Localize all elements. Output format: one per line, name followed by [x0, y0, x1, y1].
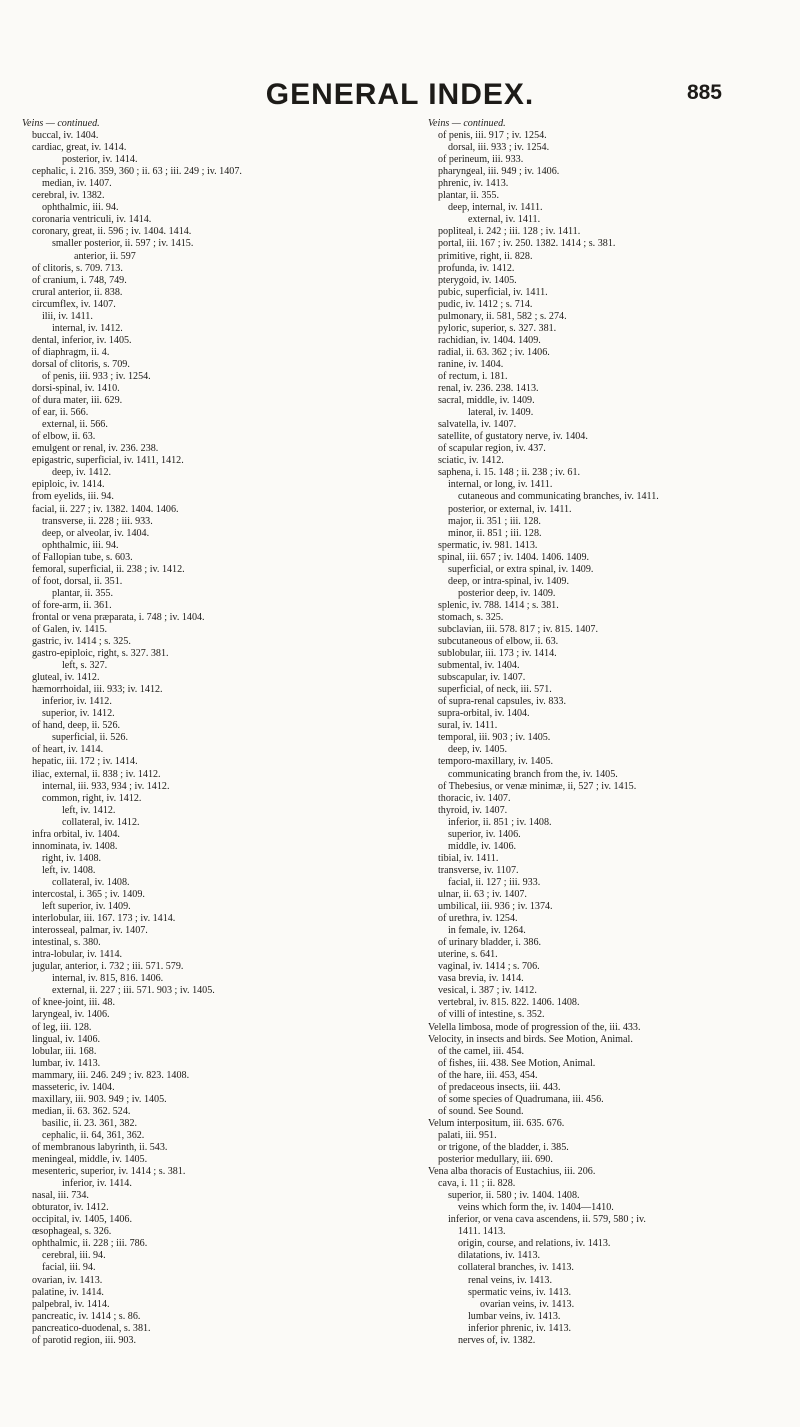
index-entry: superficial, ii. 526. — [52, 732, 128, 744]
index-entry: lateral, iv. 1409. — [468, 407, 534, 419]
index-entry: right, iv. 1408. — [42, 852, 102, 864]
index-entry: infra orbital, iv. 1404. — [32, 828, 120, 840]
index-entry: superior, iv. 1406. — [448, 828, 521, 840]
index-entry: buccal, iv. 1404. — [32, 130, 99, 142]
index-entry: of parotid region, iii. 903. — [32, 1334, 137, 1346]
index-entry: ophthalmic, ii. 228 ; iii. 786. — [32, 1238, 148, 1250]
index-entry: communicating branch from the, iv. 1405. — [448, 768, 618, 780]
index-entry: ophthalmic, iii. 94. — [42, 539, 119, 551]
index-entry: œsophageal, s. 326. — [32, 1226, 112, 1238]
index-entry: lingual, iv. 1406. — [32, 1033, 101, 1045]
index-entry: sural, iv. 1411. — [438, 720, 498, 732]
index-entry: of the hare, iii. 453, 454. — [438, 1069, 538, 1081]
index-entry: laryngeal, iv. 1406. — [32, 1009, 110, 1021]
index-entry: phrenic, iv. 1413. — [438, 178, 509, 190]
index-entry: of hand, deep, ii. 526. — [32, 720, 121, 732]
index-entry: left, iv. 1408. — [42, 864, 96, 876]
index-entry: spermatic veins, iv. 1413. — [468, 1286, 572, 1298]
index-entry: palpebral, iv. 1414. — [32, 1298, 110, 1310]
index-entry: spinal, iii. 657 ; iv. 1404. 1406. 1409. — [438, 551, 590, 563]
page-number: 885 — [686, 81, 722, 104]
index-entry: circumflex, iv. 1407. — [32, 298, 116, 310]
index-entry: of scapular region, iv. 437. — [438, 443, 546, 455]
index-entry: of the camel, iii. 454. — [438, 1045, 525, 1057]
index-entry: of leg, iii. 128. — [32, 1021, 92, 1033]
index-entry: spermatic, iv. 981. 1413. — [438, 539, 538, 551]
index-entry: sacral, middle, iv. 1409. — [438, 395, 535, 407]
index-entry: submental, iv. 1404. — [438, 660, 520, 672]
index-entry: pancreatico-duodenal, s. 381. — [32, 1322, 151, 1334]
index-column-left — [22, 118, 360, 1347]
index-entry: vesical, i. 387 ; iv. 1412. — [438, 985, 537, 997]
index-entry: cephalic, i. 216. 359, 360 ; ii. 63 ; iii. 249 ; iv. 1407. — [32, 166, 242, 178]
index-entry: 1411. 1413. — [458, 1226, 506, 1238]
index-entry: cava, i. 11 ; ii. 828. — [438, 1178, 516, 1190]
index-entry: of heart, iv. 1414. — [32, 744, 104, 756]
index-entry: dorsi-spinal, iv. 1410. — [32, 383, 120, 395]
index-entry: coronary, great, ii. 596 ; iv. 1404. 1414. — [32, 226, 192, 238]
index-entry: common, right, iv. 1412. — [42, 792, 142, 804]
index-entry: deep, internal, iv. 1411. — [448, 202, 543, 214]
index-entry: ranine, iv. 1404. — [438, 358, 504, 370]
index-entry: gastric, iv. 1414 ; s. 325. — [32, 636, 131, 648]
index-entry: ovarian, iv. 1413. — [32, 1274, 103, 1286]
index-entry: ilii, iv. 1411. — [42, 310, 93, 322]
index-entry: occipital, iv. 1405, 1406. — [32, 1214, 132, 1226]
index-entry: of villi of intestine, s. 352. — [438, 1009, 545, 1021]
index-entry: pterygoid, iv. 1405. — [438, 274, 517, 286]
index-entry: gastro-epiploic, right, s. 327. 381. — [32, 648, 169, 660]
index-entry: of Galen, iv. 1415. — [32, 623, 108, 635]
index-entry: deep, iv. 1412. — [52, 467, 112, 479]
index-entry: mammary, iii. 246. 249 ; iv. 823. 1408. — [32, 1069, 190, 1081]
index-entry: mesenteric, superior, iv. 1414 ; s. 381. — [32, 1166, 186, 1178]
index-entry: lobular, iii. 168. — [32, 1045, 97, 1057]
index-entry: portal, iii. 167 ; iv. 250. 1382. 1414 ; s. 381. — [438, 238, 616, 250]
index-entry: of predaceous insects, iii. 443. — [438, 1081, 561, 1093]
index-heading-entry: Vena alba thoracis of Eustachius, iii. 206. — [428, 1166, 596, 1178]
index-entry: renal, iv. 236. 238. 1413. — [438, 383, 539, 395]
index-entry: smaller posterior, ii. 597 ; iv. 1415. — [52, 238, 194, 250]
index-entry: saphena, i. 15. 148 ; ii. 238 ; iv. 61. — [438, 467, 581, 479]
index-entry: internal, iv. 1412. — [52, 322, 123, 334]
index-entry: maxillary, iii. 903. 949 ; iv. 1405. — [32, 1093, 167, 1105]
index-entry: pubic, superficial, iv. 1411. — [438, 286, 548, 298]
index-entry: external, ii. 227 ; iii. 571. 903 ; iv. 1405. — [52, 985, 215, 997]
index-entry: dorsal of clitoris, s. 709. — [32, 358, 130, 370]
index-entry: of sound. See Sound. — [438, 1105, 524, 1117]
index-entry: collateral, iv. 1408. — [52, 876, 130, 888]
index-entry: of clitoris, s. 709. 713. — [32, 262, 123, 274]
index-entry: pudic, iv. 1412 ; s. 714. — [438, 298, 533, 310]
index-column-right — [428, 118, 783, 1347]
index-entry: of urethra, iv. 1254. — [438, 913, 518, 925]
index-entry: collateral, iv. 1412. — [62, 816, 140, 828]
index-entry: posterior, iv. 1414. — [62, 154, 138, 166]
index-entry: internal, iii. 933, 934 ; iv. 1412. — [42, 780, 170, 792]
index-entry: left, s. 327. — [62, 660, 108, 672]
index-entry: jugular, anterior, i. 732 ; iii. 571. 579. — [32, 961, 184, 973]
running-title: GENERAL INDEX. — [265, 78, 535, 111]
index-entry: facial, ii. 227 ; iv. 1382. 1404. 1406. — [32, 503, 179, 515]
index-entry: pancreatic, iv. 1414 ; s. 86. — [32, 1310, 141, 1322]
index-entry: external, ii. 566. — [42, 419, 108, 431]
index-entry: posterior, or external, iv. 1411. — [448, 503, 572, 515]
index-entry: vaginal, iv. 1414 ; s. 706. — [438, 961, 540, 973]
index-entry: of Thebesius, or venæ minimæ, ii, 527 ; iv. 1415. — [438, 780, 637, 792]
index-entry: intra-lobular, iv. 1414. — [32, 949, 123, 961]
index-entry: subscapular, iv. 1407. — [438, 672, 526, 684]
index-entry: middle, iv. 1406. — [448, 840, 517, 852]
index-entry: nasal, iii. 734. — [32, 1190, 89, 1202]
index-entry: transverse, ii. 228 ; iii. 933. — [42, 515, 153, 527]
index-entry: deep, iv. 1405. — [448, 744, 508, 756]
index-entry: cerebral, iii. 94. — [42, 1250, 106, 1262]
index-entry: of dura mater, iii. 629. — [32, 395, 123, 407]
index-entry: or trigone, of the bladder, i. 385. — [438, 1141, 569, 1153]
index-entry: facial, ii. 127 ; iii. 933. — [448, 876, 541, 888]
index-entry: collateral branches, iv. 1413. — [458, 1262, 574, 1274]
index-entry: nerves of, iv. 1382. — [458, 1334, 536, 1346]
index-entry: cephalic, ii. 64, 361, 362. — [42, 1129, 145, 1141]
index-entry: of some species of Quadrumana, iii. 456. — [438, 1093, 604, 1105]
index-entry: hæmorrhoidal, iii. 933; iv. 1412. — [32, 684, 163, 696]
index-entry: stomach, s. 325. — [438, 611, 504, 623]
index-entry: inferior, iv. 1414. — [62, 1178, 132, 1190]
index-entry: supra-orbital, iv. 1404. — [438, 708, 530, 720]
index-entry: of penis, iii. 917 ; iv. 1254. — [438, 130, 547, 142]
index-entry: median, ii. 63. 362. 524. — [32, 1105, 131, 1117]
index-entry: satellite, of gustatory nerve, iv. 1404. — [438, 431, 588, 443]
index-entry: inferior, or vena cava ascendens, ii. 579, 580 ; iv. — [448, 1214, 646, 1226]
index-entry: ulnar, ii. 63 ; iv. 1407. — [438, 889, 527, 900]
index-entry: dilatations, iv. 1413. — [458, 1250, 541, 1262]
index-entry: transverse, iv. 1107. — [438, 864, 519, 876]
page-header — [0, 0, 800, 110]
index-entry: of supra-renal capsules, iv. 833. — [438, 696, 566, 708]
index-entry: cerebral, iv. 1382. — [32, 190, 105, 202]
index-entry: superior, iv. 1412. — [42, 708, 115, 720]
index-entry: intestinal, s. 380. — [32, 937, 101, 949]
index-entry: left superior, iv. 1409. — [42, 901, 131, 913]
index-entry: posterior medullary, iii. 690. — [438, 1154, 553, 1166]
index-entry: deep, or alveolar, iv. 1404. — [42, 527, 150, 539]
index-entry: of penis, iii. 933 ; iv. 1254. — [42, 370, 151, 382]
index-heading-entry: Veins — continued. — [22, 118, 100, 129]
index-entry: median, iv. 1407. — [42, 178, 112, 190]
index-entry: posterior deep, iv. 1409. — [458, 587, 556, 599]
index-entry: innominata, iv. 1408. — [32, 840, 118, 852]
index-entry: of perineum, iii. 933. — [438, 154, 524, 166]
index-entry: inferior phrenic, iv. 1413. — [468, 1322, 572, 1334]
index-entry: of fishes, iii. 438. See Motion, Animal. — [438, 1057, 596, 1069]
index-entry: in female, iv. 1264. — [448, 925, 526, 937]
index-entry: intercostal, i. 365 ; iv. 1409. — [32, 889, 145, 900]
index-entry: dorsal, iii. 933 ; iv. 1254. — [448, 142, 550, 154]
index-entry: palati, iii. 951. — [438, 1129, 497, 1141]
index-entry: deep, or intra-spinal, iv. 1409. — [448, 575, 570, 587]
index-entry: internal, or long, iv. 1411. — [448, 479, 553, 491]
index-entry: renal veins, iv. 1413. — [468, 1274, 553, 1286]
index-entry: splenic, iv. 788. 1414 ; s. 381. — [438, 599, 559, 611]
index-entry: palatine, iv. 1414. — [32, 1286, 104, 1298]
index-entry: lumbar veins, iv. 1413. — [468, 1310, 561, 1322]
index-entry: of urinary bladder, i. 386. — [438, 937, 542, 949]
index-heading-entry: Velella limbosa, mode of progression of the, iii. 433. — [428, 1021, 641, 1033]
index-entry: from eyelids, iii. 94. — [32, 491, 114, 503]
index-entry: anterior, ii. 597 — [74, 250, 136, 262]
index-entry: ophthalmic, iii. 94. — [42, 202, 119, 214]
index-heading-entry: Veins — continued. — [428, 118, 506, 129]
index-entry: interlobular, iii. 167. 173 ; iv. 1414. — [32, 913, 176, 925]
index-entry: rachidian, iv. 1404. 1409. — [438, 334, 541, 346]
index-entry: coronaria ventriculi, iv. 1414. — [32, 214, 152, 226]
index-entry: cutaneous and communicating branches, iv. 1411. — [458, 491, 659, 503]
index-entry: meningeal, middle, iv. 1405. — [32, 1154, 148, 1166]
index-entry: superficial, of neck, iii. 571. — [438, 684, 552, 696]
index-entry: subcutaneous of elbow, ii. 63. — [438, 636, 559, 648]
index-entry: inferior, ii. 851 ; iv. 1408. — [448, 816, 552, 828]
index-entry: major, ii. 351 ; iii. 128. — [448, 515, 541, 527]
index-entry: facial, iii. 94. — [42, 1262, 96, 1274]
index-entry: internal, iv. 815, 816. 1406. — [52, 973, 164, 985]
index-entry: external, iv. 1411. — [468, 214, 541, 226]
index-entry: dental, inferior, iv. 1405. — [32, 334, 132, 346]
index-entry: of Fallopian tube, s. 603. — [32, 551, 133, 563]
index-entry: vasa brevia, iv. 1414. — [438, 973, 524, 985]
index-entry: masseteric, iv. 1404. — [32, 1081, 115, 1093]
index-entry: gluteal, iv. 1412. — [32, 672, 100, 684]
index-heading-entry: Velocity, in insects and birds. See Motion, Animal. — [428, 1033, 633, 1045]
index-entry: pharyngeal, iii. 949 ; iv. 1406. — [438, 166, 560, 178]
index-entry: ovarian veins, iv. 1413. — [480, 1298, 575, 1310]
index-entry: cardiac, great, iv. 1414. — [32, 142, 127, 154]
index-entry: temporo-maxillary, iv. 1405. — [438, 756, 554, 768]
index-entry: of ear, ii. 566. — [32, 407, 89, 419]
index-entry: veins which form the, iv. 1404—1410. — [458, 1202, 614, 1214]
index-entry: epigastric, superficial, iv. 1411, 1412. — [32, 455, 184, 467]
index-entry: frontal or vena præparata, i. 748 ; iv. 1404. — [32, 611, 205, 623]
index-entry: minor, ii. 851 ; iii. 128. — [448, 527, 542, 539]
index-entry: inferior, iv. 1412. — [42, 696, 112, 708]
index-entry: sublobular, iii. 173 ; iv. 1414. — [438, 648, 557, 660]
index-entry: of rectum, i. 181. — [438, 370, 508, 382]
index-entry: of diaphragm, ii. 4. — [32, 346, 110, 358]
index-entry: pulmonary, ii. 581, 582 ; s. 274. — [438, 310, 567, 322]
index-entry: sciatic, iv. 1412. — [438, 455, 504, 467]
index-entry: origin, course, and relations, iv. 1413. — [458, 1238, 611, 1250]
index-entry: hepatic, iii. 172 ; iv. 1414. — [32, 756, 138, 768]
index-entry: salvatella, iv. 1407. — [438, 419, 517, 431]
index-entry: uterine, s. 641. — [438, 949, 498, 961]
index-entry: primitive, right, ii. 828. — [438, 250, 533, 262]
index-entry: femoral, superficial, ii. 238 ; iv. 1412. — [32, 563, 185, 575]
index-entry: plantar, ii. 355. — [52, 587, 113, 599]
index-entry: temporal, iii. 903 ; iv. 1405. — [438, 732, 551, 744]
index-entry: radial, ii. 63. 362 ; iv. 1406. — [438, 346, 550, 358]
index-entry: superior, ii. 580 ; iv. 1404. 1408. — [448, 1190, 580, 1202]
index-entry: profunda, iv. 1412. — [438, 262, 515, 274]
index-entry: left, iv. 1412. — [62, 804, 116, 816]
index-entry: iliac, external, ii. 838 ; iv. 1412. — [32, 768, 161, 780]
index-entry: basilic, ii. 23. 361, 382. — [42, 1117, 138, 1129]
index-entry: interosseal, palmar, iv. 1407. — [32, 925, 148, 937]
index-entry: of fore-arm, ii. 361. — [32, 599, 112, 611]
index-entry: of cranium, i. 748, 749. — [32, 274, 127, 286]
index-entry: of foot, dorsal, ii. 351. — [32, 575, 123, 587]
index-entry: crural anterior, ii. 838. — [32, 286, 123, 298]
index-entry: tibial, iv. 1411. — [438, 852, 499, 864]
index-entry: obturator, iv. 1412. — [32, 1202, 109, 1214]
index-entry: epiploic, iv. 1414. — [32, 479, 105, 491]
index-entry: of knee-joint, iii. 48. — [32, 997, 115, 1009]
index-entry: popliteal, i. 242 ; iii. 128 ; iv. 1411. — [438, 226, 581, 238]
index-entry: vertebral, iv. 815. 822. 1406. 1408. — [438, 997, 580, 1009]
index-entry: of membranous labyrinth, ii. 543. — [32, 1141, 168, 1153]
index-entry: superficial, or extra spinal, iv. 1409. — [448, 563, 594, 575]
index-entry: plantar, ii. 355. — [438, 190, 499, 202]
index-entry: thyroid, iv. 1407. — [438, 804, 508, 816]
index-entry: thoracic, iv. 1407. — [438, 792, 511, 804]
index-entry: of elbow, ii. 63. — [32, 431, 96, 443]
index-entry: emulgent or renal, iv. 236. 238. — [32, 443, 159, 455]
index-entry: pyloric, superior, s. 327. 381. — [438, 322, 557, 334]
index-entry: subclavian, iii. 578. 817 ; iv. 815. 1407. — [438, 623, 598, 635]
index-entry: umbilical, iii. 936 ; iv. 1374. — [438, 901, 553, 913]
index-heading-entry: Velum interpositum, iii. 635. 676. — [428, 1117, 565, 1129]
index-entry: lumbar, iv. 1413. — [32, 1057, 101, 1069]
